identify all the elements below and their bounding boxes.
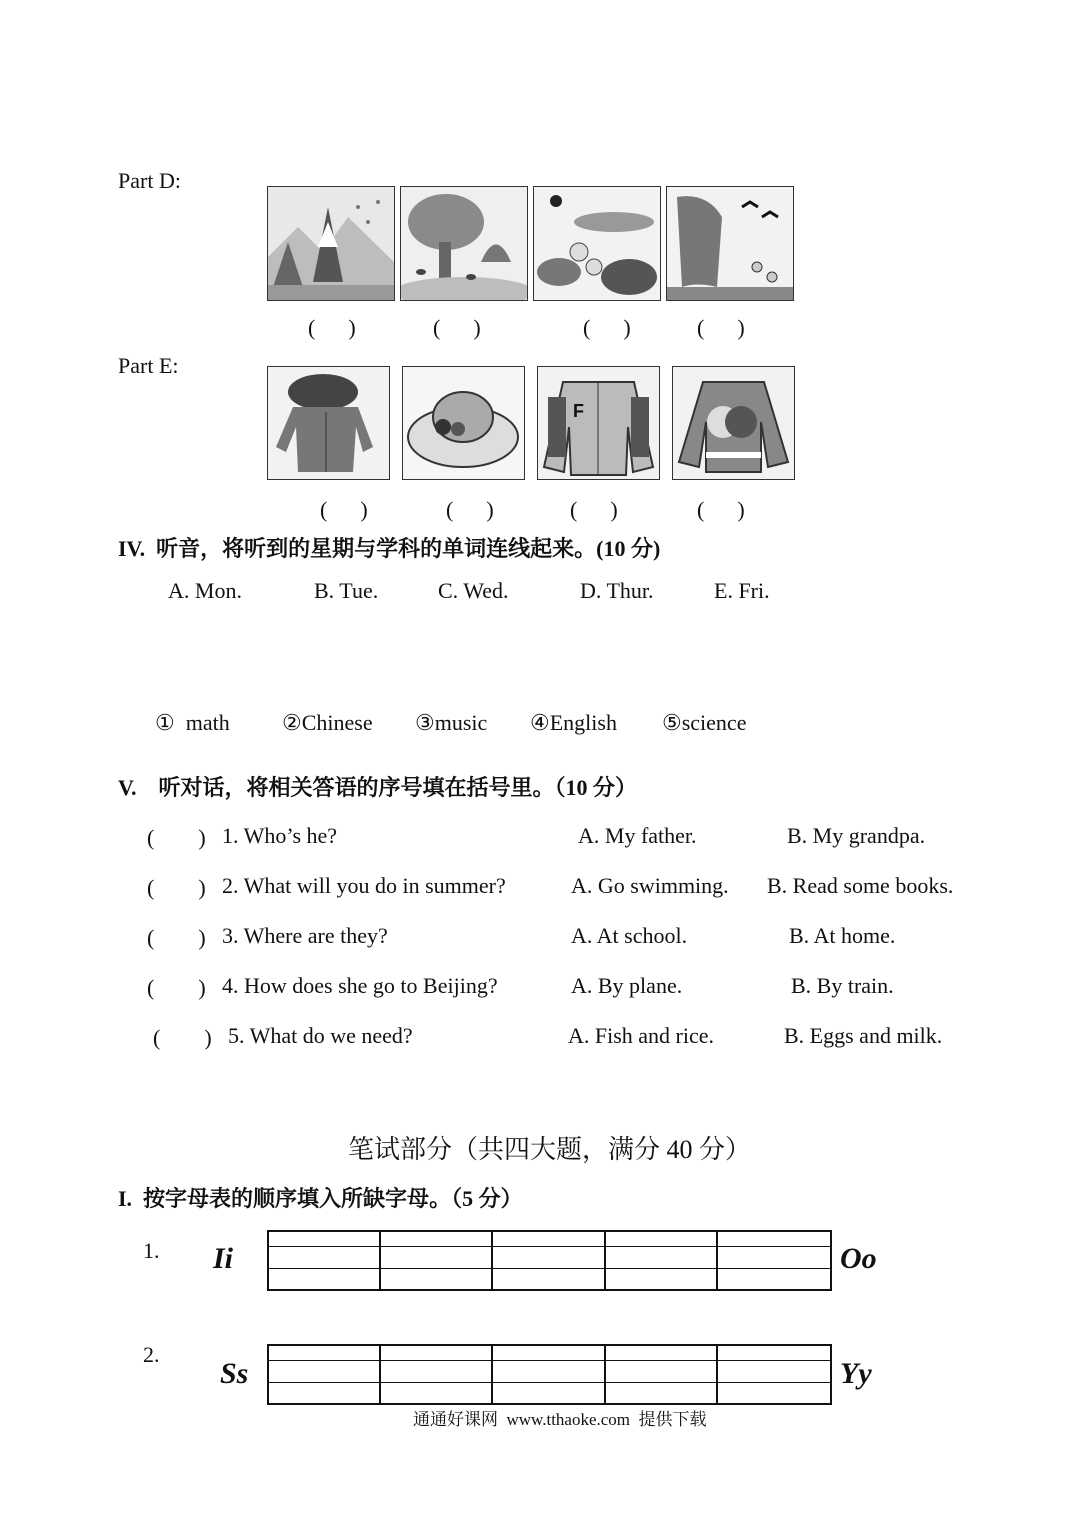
- end-letter: Yy: [840, 1357, 872, 1390]
- part-e-answer-2[interactable]: ( ): [446, 497, 494, 522]
- end-letter: Oo: [840, 1242, 877, 1275]
- letter-blank[interactable]: [493, 1232, 605, 1289]
- answer-paren[interactable]: ( ): [147, 875, 206, 900]
- question-text: 4. How does she go to Beijing?: [222, 973, 498, 998]
- subject-option[interactable]: ⑤science: [662, 710, 747, 735]
- option-a: A. Go swimming.: [571, 873, 729, 898]
- winter-snow-icon: [267, 186, 395, 301]
- section-v-title: V. 听对话，将相关答语的序号填在括号里。（10 分）: [118, 775, 638, 800]
- subject-option[interactable]: ① math: [155, 710, 230, 735]
- letter-blank[interactable]: [718, 1346, 830, 1403]
- option-b: B. Eggs and milk.: [784, 1023, 943, 1048]
- option-b: B. At home.: [789, 923, 896, 948]
- start-letter: Ii: [213, 1242, 234, 1275]
- letter-writing-grid[interactable]: [267, 1344, 832, 1405]
- letter-blank[interactable]: [493, 1346, 605, 1403]
- day-option[interactable]: D. Thur.: [580, 578, 654, 603]
- row-number: 1.: [143, 1238, 160, 1263]
- question-text: 3. Where are they?: [222, 923, 388, 948]
- option-a: A. Fish and rice.: [568, 1023, 715, 1048]
- section-i-title: I. 按字母表的顺序填入所缺字母。（5 分）: [118, 1186, 523, 1211]
- letter-writing-grid[interactable]: [267, 1230, 832, 1291]
- letter-blank[interactable]: [381, 1346, 493, 1403]
- section-iv-title: IV. 听音，将听到的星期与学科的单词连线起来。(10 分): [118, 536, 661, 561]
- option-a: A. At school.: [571, 923, 688, 948]
- svg-text:F: F: [573, 401, 584, 421]
- start-letter: Ss: [220, 1357, 249, 1390]
- autumn-tree-icon: [400, 186, 528, 301]
- footer-text: 通通好课网 www.tthaoke.com 提供下载: [413, 1410, 707, 1429]
- letter-blank[interactable]: [381, 1232, 493, 1289]
- part-e-answer-3[interactable]: ( ): [570, 497, 618, 522]
- day-option[interactable]: B. Tue.: [314, 578, 379, 603]
- question-text: 2. What will you do in summer?: [222, 873, 506, 898]
- part-d-answer-1[interactable]: ( ): [308, 315, 356, 340]
- day-option[interactable]: A. Mon.: [168, 578, 242, 603]
- part-e-label: Part E:: [118, 353, 179, 378]
- sweater-icon: [672, 366, 795, 480]
- part-d-answer-4[interactable]: ( ): [697, 315, 745, 340]
- day-option[interactable]: C. Wed.: [438, 578, 509, 603]
- letter-blank[interactable]: [269, 1346, 381, 1403]
- option-b: B. By train.: [791, 973, 894, 998]
- question-text: 5. What do we need?: [228, 1023, 413, 1048]
- winter-coat-icon: [267, 366, 390, 480]
- subject-option[interactable]: ③music: [415, 710, 488, 735]
- part-d-answer-3[interactable]: ( ): [583, 315, 631, 340]
- answer-paren[interactable]: ( ): [147, 975, 206, 1000]
- spring-willow-icon: [666, 186, 794, 301]
- letter-blank[interactable]: [718, 1232, 830, 1289]
- sun-hat-icon: [402, 366, 525, 480]
- part-d-label: Part D:: [118, 168, 181, 193]
- jacket-icon: [537, 366, 660, 480]
- summer-lotus-icon: [533, 186, 661, 301]
- option-b: B. Read some books.: [767, 873, 954, 898]
- written-heading: 笔试部分（共四大题，满分 40 分）: [348, 1135, 752, 1164]
- answer-paren[interactable]: ( ): [153, 1025, 212, 1050]
- row-number: 2.: [143, 1342, 160, 1367]
- answer-paren[interactable]: ( ): [147, 825, 206, 850]
- question-text: 1. Who’s he?: [222, 823, 338, 848]
- letter-blank[interactable]: [606, 1232, 718, 1289]
- part-e-answer-4[interactable]: ( ): [697, 497, 745, 522]
- part-e-answer-1[interactable]: ( ): [320, 497, 368, 522]
- subject-option[interactable]: ④English: [530, 710, 617, 735]
- answer-paren[interactable]: ( ): [147, 925, 206, 950]
- part-d-answer-2[interactable]: ( ): [433, 315, 481, 340]
- option-a: A. By plane.: [571, 973, 683, 998]
- day-option[interactable]: E. Fri.: [714, 578, 770, 603]
- subject-option[interactable]: ②Chinese: [282, 710, 373, 735]
- option-b: B. My grandpa.: [787, 823, 926, 848]
- letter-blank[interactable]: [269, 1232, 381, 1289]
- letter-blank[interactable]: [606, 1346, 718, 1403]
- option-a: A. My father.: [578, 823, 697, 848]
